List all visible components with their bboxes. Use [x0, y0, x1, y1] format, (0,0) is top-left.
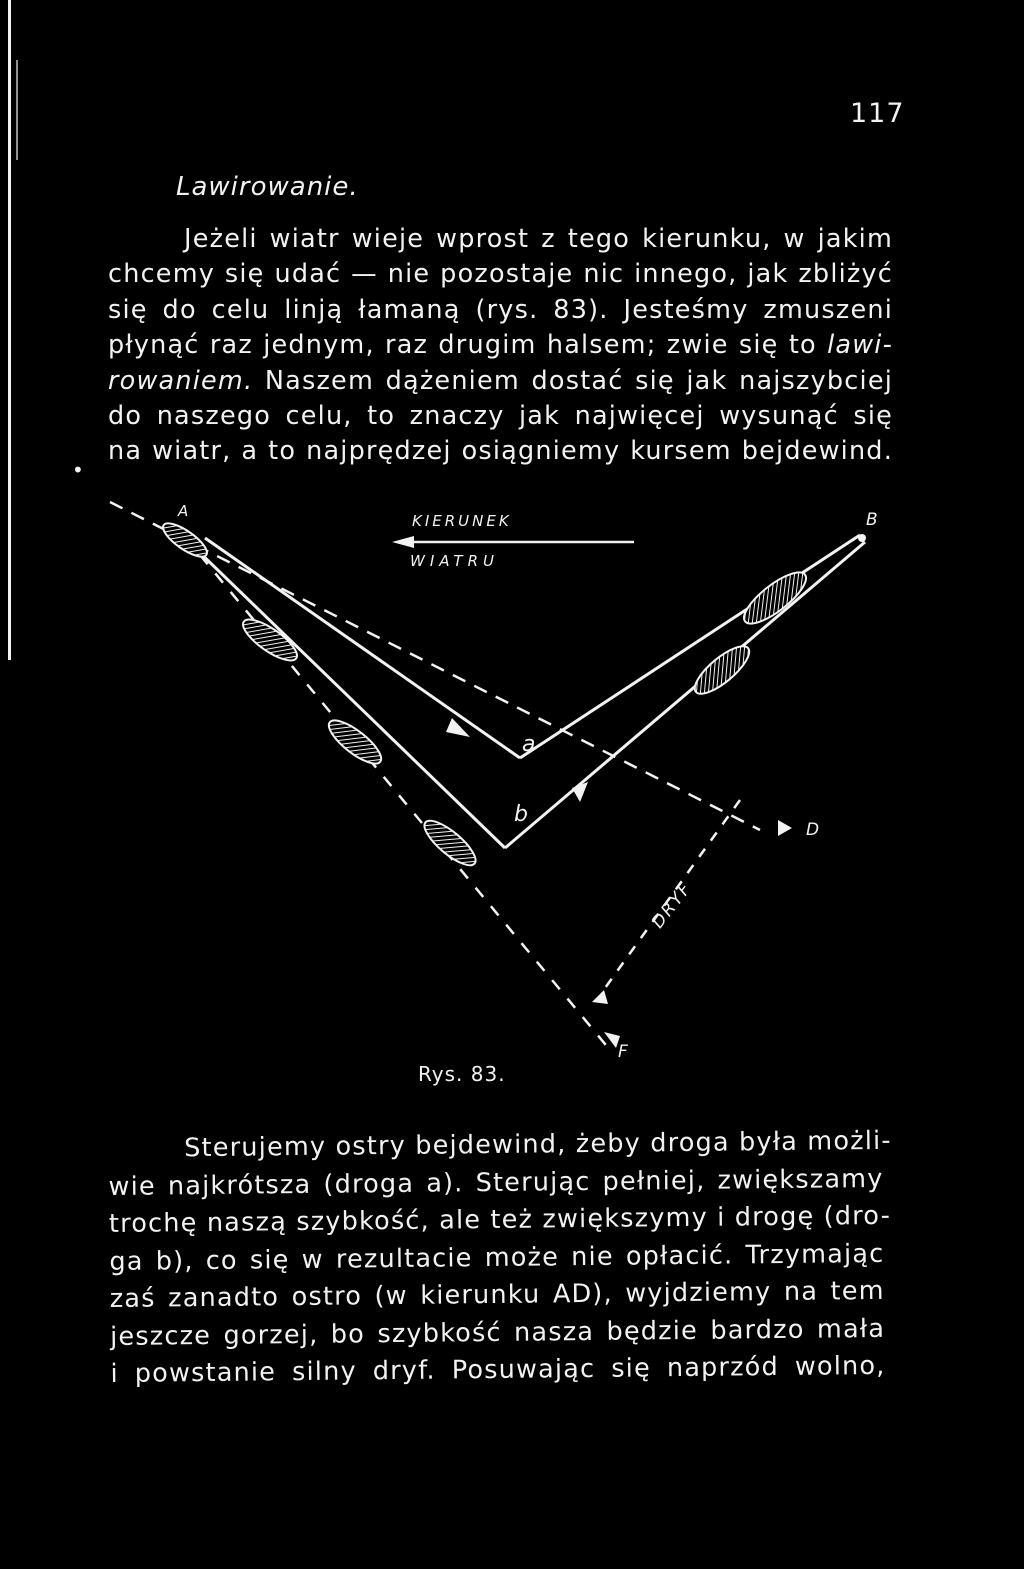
boat-icon-6: [688, 639, 756, 701]
text-line: ga b), co się w rezultacie może nie opłacić. Trzymając: [109, 1238, 885, 1277]
boat-icon-1: [159, 518, 212, 563]
route-b-arrow: [572, 782, 588, 802]
text-line: się do celu linją łamaną (rys. 83). Jesteśmy zmuszeni: [108, 294, 893, 325]
arrow-drift: [592, 990, 608, 1004]
route-b: [195, 542, 865, 848]
text-line: trochę naszą szybkość, ale też zwiększymy i drogę (dro-: [108, 1200, 892, 1239]
page-number: 117: [850, 98, 905, 129]
binding-edge-dots: [16, 60, 18, 160]
text-segment: płynąć raz jednym, raz drugim halsem; zwie się to: [108, 330, 817, 361]
paragraph-2: [108, 1123, 892, 1391]
label-point-b: B: [866, 510, 878, 530]
point-b: [858, 534, 866, 542]
margin-dot: •: [72, 458, 84, 482]
figure-caption: Rys. 83.: [418, 1062, 506, 1086]
paragraph-1: [108, 222, 893, 470]
text-line: jeszcze gorzej, bo szybkość nasza będzie bardzo mała: [109, 1313, 886, 1352]
boat-icon-3: [323, 714, 387, 771]
text-line: do naszego celu, to znaczy jak najwięcej wysunąć się: [108, 400, 893, 431]
italic-term: rowaniem.: [108, 365, 254, 396]
text-segment: Naszem dążeniem dostać się jak najszybciej: [264, 365, 893, 396]
arrow-to-d: [778, 820, 792, 836]
label-point-d: D: [806, 820, 820, 840]
text-line: wie najkrótsza (droga a). Sterując pełniej, zwiększamy: [108, 1163, 884, 1202]
label-route-a: a: [522, 732, 536, 757]
section-title: Lawirowanie.: [176, 172, 359, 202]
wind-arrow: [392, 536, 634, 548]
label-point-a: A: [178, 502, 189, 520]
text-line: Sterujemy ostry bejdewind, żeby droga była możli-: [184, 1125, 892, 1164]
boat-icon-5: [737, 564, 813, 631]
wind-label-line2: WIATRU: [410, 552, 499, 570]
text-line: na wiatr, a to najprędzej osiągniemy kursem bejdewind.: [108, 436, 893, 467]
label-route-b: b: [514, 802, 528, 827]
label-point-f: F: [618, 1042, 628, 1062]
text-line: [108, 364, 893, 399]
drift-label: DRYF: [648, 878, 697, 933]
italic-term: lawi-: [827, 330, 893, 361]
tacking-diagram: [0, 480, 1024, 1090]
text-line: i powstanie silny dryf. Posuwając się naprzód wolno,: [110, 1350, 886, 1389]
wind-label-line1: KIERUNEK: [412, 512, 512, 530]
figure-83: [0, 480, 1024, 1090]
text-line: Jeżeli wiatr wieje wprost z tego kierunku, w jakim: [184, 224, 893, 254]
boat-icon-4: [418, 814, 481, 872]
route-a: [205, 535, 860, 758]
text-line: [108, 328, 893, 363]
text-line: chcemy się udać — nie pozostaje nic innego, jak zbliżyć: [108, 259, 893, 290]
text-line: zaś zanadto ostro (w kierunku AD), wyjdziemy na tem: [109, 1275, 885, 1314]
